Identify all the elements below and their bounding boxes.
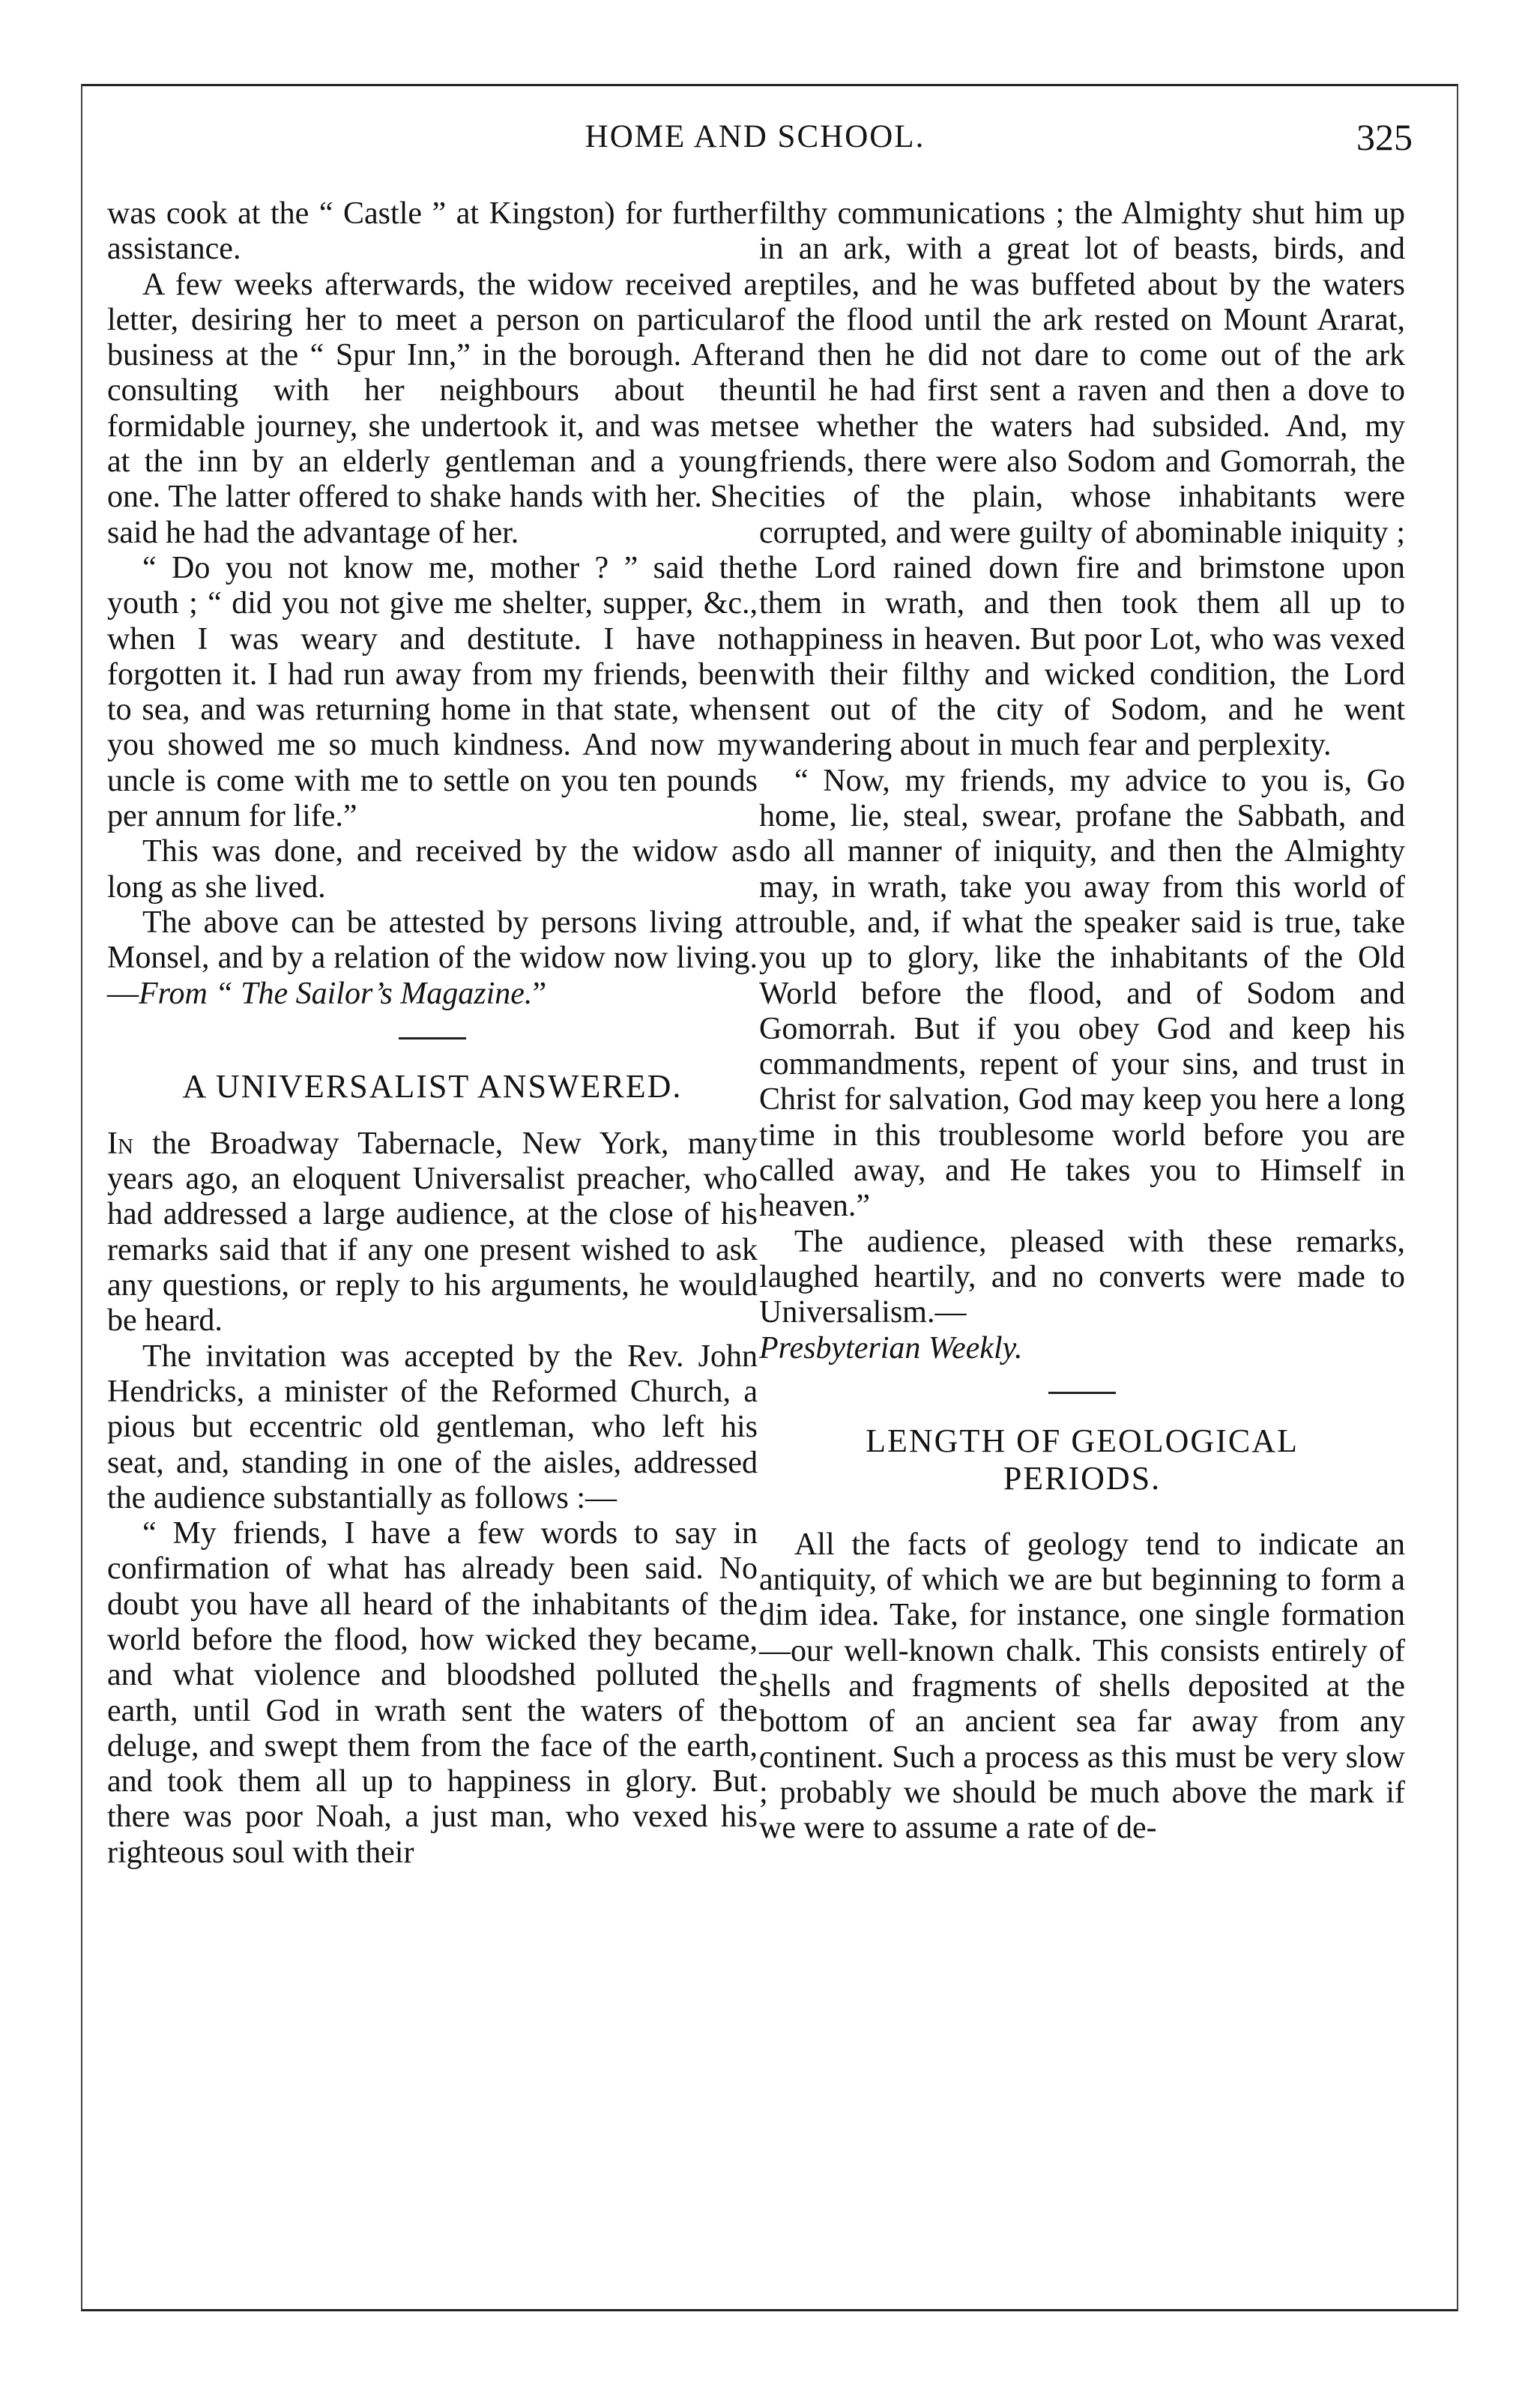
heading-line: PERIODS.: [1003, 1459, 1162, 1497]
paragraph: [107, 1126, 758, 1339]
paragraph-text: the Broadway Tabernacle, New York, many years ago, an eloquent Universalist preacher, who had addressed a large audience, at the close of his remarks said that if any one present wished to ask any questions, or reply to his arguments, he would be heard.: [107, 1126, 758, 1339]
source-citation: Presbyterian Weekly.: [759, 1330, 1023, 1366]
paragraph: filthy communications ; the Almighty shut him up in an ark, with a great lot of beasts, birds, and reptiles, and he was buffeted about by the waters of the flood until the ark rested on Mount Ararat, and then he did not dare to come out of the ark until he had first sent a raven and then a dove to see whether the waters had subsided. And, my friends, there were also Sodom and Gomorrah, the cities of the plain, whose inhabitants were corrupted, and were guilty of abominable iniquity ; the Lord rained down fire and brimstone upon them in wrath, and then took them all up to happiness in heaven. But poor Lot, who was vexed with their filthy and wicked condition, the Lord sent out of the city of Sodom, and he went wandering about in much fear and perplexity.: [759, 196, 1405, 763]
paragraph: “ Do you not know me, mother ? ” said the youth ; “ did you not give me shelter, supper, &c., when I was weary and destitute. I have not forgotten it. I had run away from my friends, been to sea, and was returning home in that state, when you showed me so much kindness. And now my uncle is come with me to settle on you ten pounds per annum for life.”: [107, 550, 758, 834]
left-column: [107, 196, 758, 1871]
section-heading: [759, 1422, 1405, 1497]
section-divider: [399, 1037, 466, 1039]
heading-line: LENGTH OF GEOLOGICAL: [866, 1422, 1299, 1459]
paragraph: “ My friends, I have a few words to say in confirmation of what has already been said. No doubt you have all heard of the inhabitants of the world before the flood, how wicked they became, and what violence and bloodshed polluted the earth, until God in wrath sent the waters of the deluge, and swept them from the face of the earth, and took them all up to happiness in glory. But there was poor Noah, a just man, who vexed his righteous soul with their: [107, 1516, 758, 1870]
source-citation: From “ The Sailor’s Magazine.: [139, 976, 533, 1011]
running-title: HOME AND SCHOOL.: [585, 119, 925, 154]
section-heading: A UNIVERSALIST ANSWERED.: [182, 1067, 683, 1105]
closing-quote: ”: [532, 976, 547, 1011]
paragraph: All the facts of geology tend to indicate an antiquity, of which we are but beginning to form a dim idea. Take, for instance, one single formation—our well-known chalk. This consists entirely of shells and fragments of shells deposited at the bottom of an ancient sea far away from any continent. Such a process as this must be very slow ; probably we should be much above the mark if we were to assume a rate of de-: [759, 1527, 1405, 1846]
paragraph: A few weeks afterwards, the widow received a letter, desiring her to meet a person on particular business at the “ Spur Inn,” in the borough. After consulting with her neighbours about the formidable journey, she undertook it, and was met at the inn by an elderly gentleman and a young one. The latter offered to shake hands with her. She said he had the advantage of her.: [107, 267, 758, 550]
running-head: [97, 112, 1413, 172]
drop-word: In: [107, 1126, 133, 1161]
paragraph: [107, 905, 758, 1012]
paragraph: This was done, and received by the widow as long as she lived.: [107, 834, 758, 905]
paragraph: was cook at the “ Castle ” at Kingston) for further assistance.: [107, 196, 758, 267]
paragraph: “ Now, my friends, my advice to you is, Go home, lie, steal, swear, profane the Sabbath, and do all manner of iniquity, and then the Almighty may, in wrath, take you away from this world of trouble, and, if what the speaker said is true, take you up to glory, like the inhabitants of the Old World before the flood, and of Sodom and Gomorrah. But if you obey God and keep his commandments, repent of your sins, and trust in Christ for salvation, God may keep you here a long time in this troublesome world before you are called away, and He takes you to Himself in heaven.”: [759, 763, 1405, 1224]
paragraph-text: The above can be attested by persons living at Monsel, and by a relation of the widow now living.—: [107, 905, 758, 1011]
paragraph: [759, 1225, 1405, 1366]
page-number: 325: [1356, 116, 1413, 158]
section-divider: [1048, 1392, 1116, 1394]
paragraph: The invitation was accepted by the Rev. John Hendricks, a minister of the Reformed Church, a pious but eccentric old gentleman, who left his seat, and, standing in one of the aisles, addressed the audience substantially as follows :—: [107, 1339, 758, 1515]
paragraph-text: The audience, pleased with these remarks, laughed heartily, and no converts were made to Universalism.—: [759, 1224, 1405, 1330]
right-column: [759, 196, 1405, 1846]
